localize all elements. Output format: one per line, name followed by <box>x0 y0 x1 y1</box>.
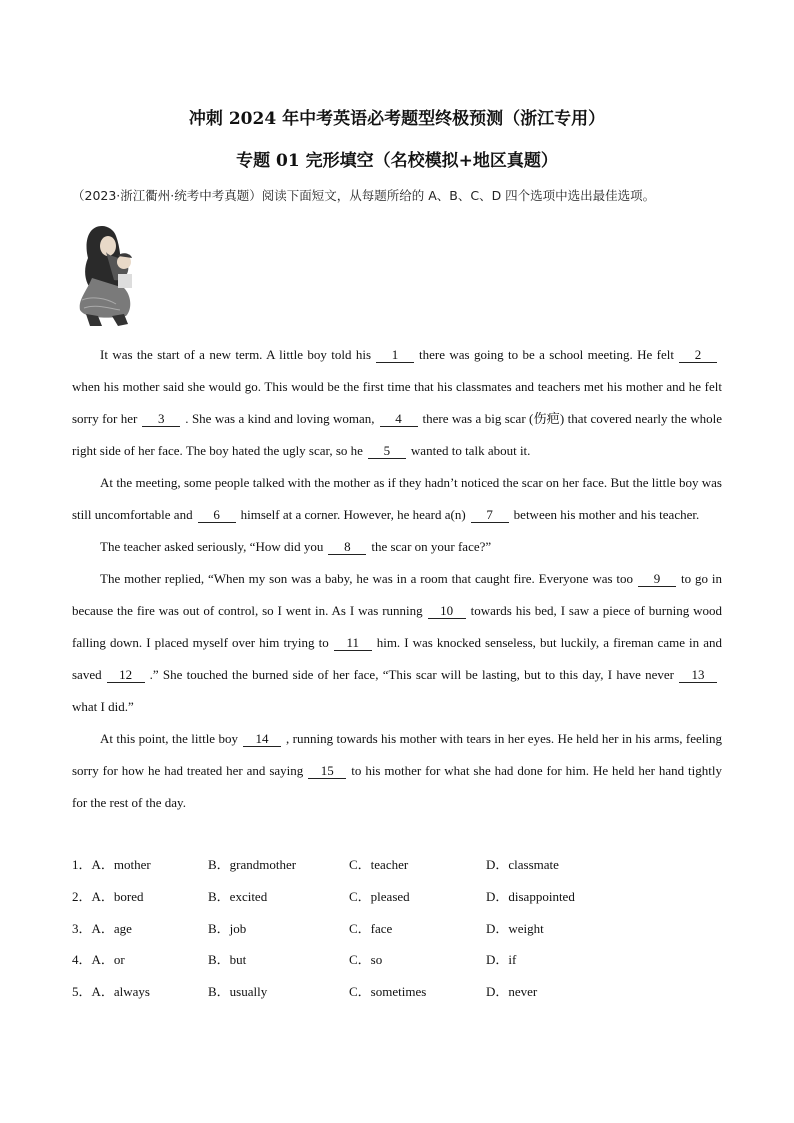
blank-10: 10 <box>428 603 466 619</box>
option-b: B．grandmother <box>208 857 297 872</box>
paragraph-1: It was the start of a new term. A little boy told his 1 there was going to be a school meeting. He felt 2when his mother said she would go. This would be the first time that his classmates and teachers met his mother and he felt sorry for her 3 . She was a kind and loving woman, 4 there was a big scar (伤疤) that covered nearly the whole right side of her face. The boy hated the ugly scar, so he 5 wanted to talk about it. <box>72 347 722 458</box>
option-d: D．weight <box>486 920 544 936</box>
option-b: B．job <box>208 920 247 936</box>
option-c: C．so <box>349 952 383 968</box>
blank-3: 3 <box>142 411 180 427</box>
page-title: 冲刺 2024 年中考英语必考题型终极预测（浙江专用） <box>188 109 606 129</box>
paragraph-5: At this point, the little boy 14 , running towards his mother with tears in her eyes. He held her in his arms, feeling sorry for how he had treated her and saying 15 to his mother for what she had done for him. He held her hand tightly for the rest of the day. <box>72 731 723 810</box>
blank-9: 9 <box>638 571 676 587</box>
option-d: D．disappointed <box>486 888 575 904</box>
blank-12: 12 <box>107 667 145 683</box>
paragraph-2: At the meeting, some people talked with the mother as if they hadn’t noticed the scar on her face. But the little boy was still uncomfortable and 6 himself at a corner. However, he heard a(n) 7 between his mother and his teacher. <box>72 475 722 522</box>
blank-13: 13 <box>679 667 717 683</box>
option-c: C．face <box>349 920 393 936</box>
option-a: 4．A．or <box>72 952 125 968</box>
question-5-options <box>72 975 722 1007</box>
blank-6: 6 <box>198 507 236 523</box>
question-4-options <box>72 943 722 975</box>
option-c: C．sometimes <box>349 984 427 999</box>
blank-2: 2 <box>679 347 717 363</box>
mother-son-illustration <box>72 222 152 332</box>
cloze-passage <box>72 339 722 819</box>
option-b: B．but <box>208 952 247 968</box>
question-3-options <box>72 912 722 944</box>
option-d: D．classmate <box>486 857 559 872</box>
blank-8: 8 <box>328 539 366 555</box>
question-1-options <box>72 848 722 880</box>
blank-5: 5 <box>368 443 406 459</box>
question-2-options <box>72 880 722 912</box>
section-subtitle: 专题 01 完形填空（名校模拟+地区真题） <box>236 151 558 171</box>
option-b: B．usually <box>208 984 268 999</box>
option-a: 5．A．always <box>72 984 150 999</box>
blank-4: 4 <box>380 411 418 427</box>
option-a: 2．A．bored <box>72 888 144 904</box>
blank-7: 7 <box>471 507 509 523</box>
blank-15: 15 <box>308 763 346 779</box>
option-c: C．teacher <box>349 857 409 872</box>
blank-11: 11 <box>334 635 372 651</box>
blank-1: 1 <box>376 347 414 363</box>
option-a: 1．A．mother <box>72 857 151 872</box>
option-a: 3．A．age <box>72 920 132 936</box>
option-d: D．never <box>486 984 538 999</box>
option-c: C．pleased <box>349 888 410 904</box>
option-d: D．if <box>486 952 517 968</box>
instructions: （2023·浙江衢州·统考中考真题）阅读下面短文，从每题所给的 A、B、C、D 四个选项中选出最佳选项。 <box>72 188 656 203</box>
option-b: B．excited <box>208 888 268 904</box>
answer-options <box>72 848 722 1007</box>
blank-14: 14 <box>243 731 281 747</box>
paragraph-3: The teacher asked seriously, “How did you 8 the scar on your face?” <box>100 539 492 554</box>
paragraph-4: The mother replied, “When my son was a baby, he was in a room that caught fire. Everyone was too 9 to go in because the fire was out of control, so I went in. As I was running 10 towards his bed, I saw a piece of burning wood falling down. I placed myself over him trying to 11 him. I was knocked senseless, but luckily, a fireman came in and saved 12 .” She touched the burned side of her face, “This scar will be lasting, but to this day, I have never 13what I did.” <box>72 571 723 714</box>
